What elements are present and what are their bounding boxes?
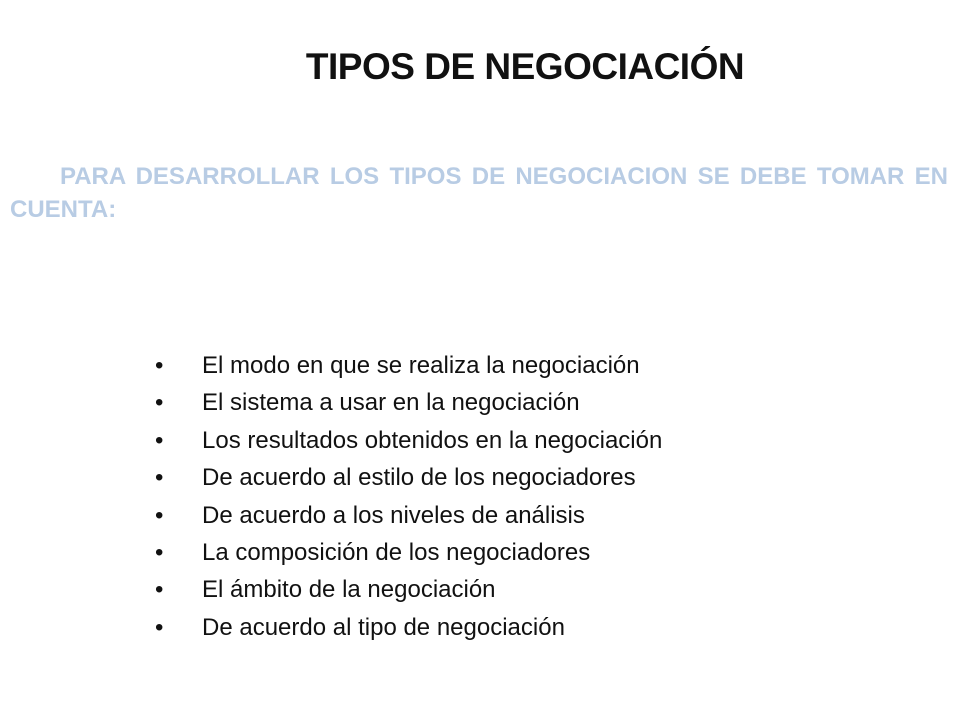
list-item bbox=[155, 347, 662, 384]
list-item-text: El modo en que se realiza la negociación bbox=[202, 352, 640, 379]
list-item bbox=[155, 534, 662, 571]
list-item bbox=[155, 459, 662, 496]
bullet-icon: • bbox=[155, 501, 164, 529]
bullet-icon: • bbox=[155, 389, 164, 417]
list-item-text: De acuerdo al estilo de los negociadores bbox=[202, 464, 636, 492]
list-item-text: De acuerdo a los niveles de análisis bbox=[202, 501, 585, 529]
bullet-icon: • bbox=[155, 352, 164, 379]
bullet-icon: • bbox=[155, 576, 164, 604]
list-item-text: Los resultados obtenidos en la negociación bbox=[202, 426, 663, 454]
list-item bbox=[155, 497, 662, 534]
list-item-text: La composición de los negociadores bbox=[202, 539, 591, 567]
list-item bbox=[155, 609, 662, 646]
bullet-icon: • bbox=[155, 464, 164, 492]
list-item-text: El sistema a usar en la negociación bbox=[202, 389, 580, 417]
list-item bbox=[155, 422, 662, 459]
bullet-list bbox=[155, 347, 662, 646]
slide-title: TIPOS DE NEGOCIACIÓN bbox=[305, 46, 745, 87]
list-item-text: De acuerdo al tipo de negociación bbox=[202, 613, 565, 641]
bullet-icon: • bbox=[155, 613, 164, 641]
list-item-text: El ámbito de la negociación bbox=[202, 576, 496, 604]
list-item bbox=[155, 571, 662, 608]
intro-paragraph: PARA DESARROLLAR LOS TIPOS DE NEGOCIACION SE DEBE TOMAR EN CUENTA: bbox=[10, 163, 948, 223]
bullet-icon: • bbox=[155, 539, 164, 567]
bullet-icon: • bbox=[155, 426, 164, 454]
list-item bbox=[155, 384, 662, 421]
